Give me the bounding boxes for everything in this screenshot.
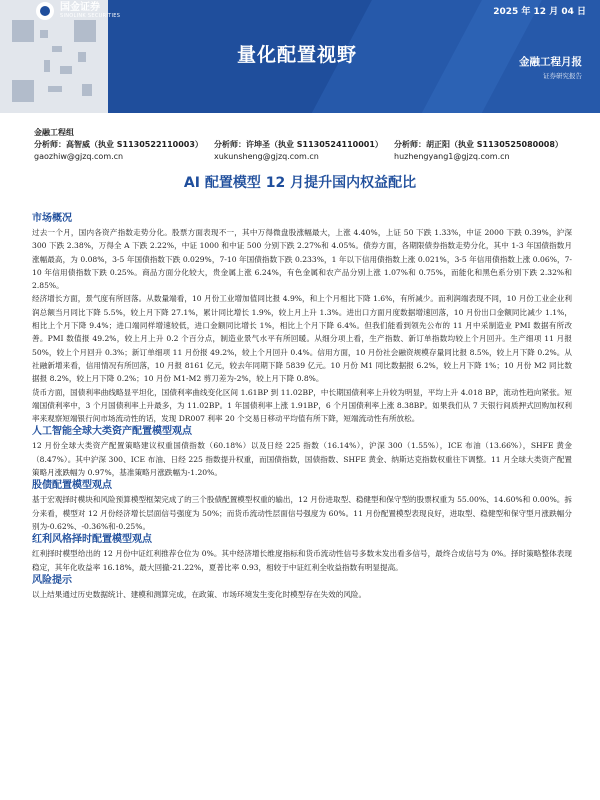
paragraph: 货币方面，国债利率曲线略显平坦化，国债利率曲线变化区间 1.61BP 到 11.02BP，中长期国债利率上升较为明显，平均上升 4.018 BP，流动性趋向紧张。短端国债利率中，3 个月国债利率上升最多，为 11.02BP。1 年国债利率上涨 1.91BP，6 个月国债利率上涨 8.38BP。如果我们从 7 天银行间质押式回购加权利率来观察短端银行间市场流动性的话，发现 DR007 利率 20 个交易日移动平均值有所下降，短端流动性有所放松。 — [32, 387, 572, 424]
report-series-title: 量化配置视野 — [237, 44, 358, 66]
analyst-entry — [34, 139, 214, 163]
analyst-entry — [394, 139, 574, 163]
analyst-name: 分析师：胡正阳（执业 S1130525080008） — [394, 140, 563, 149]
analyst-email[interactable]: xukunsheng@gjzq.com.cn — [214, 152, 319, 161]
report-body — [32, 212, 572, 601]
section-title-ai-global-allocation: 人工智能全球大类资产配置模型观点 — [32, 426, 192, 438]
analyst-email[interactable]: gaozhiw@gjzq.com.cn — [34, 152, 124, 161]
paragraph: 经济增长方面，景气度有所回落。从数量端看，10 月份工业增加值同比报 4.9%，和上个月相比下降 1.6%，有所减少。而利润端表现不同，10 月份工业企业利润总额当月同比下降 5.5%，较上月下降 27.1%，累计同比增长 1.9%，较上月上升 1.3%。进出口方面月度数据增速回落，10 月份出口金额同比减少 1.1%，相比上个月下降 9.4%；进口端同样增速较低，进口金额同比增长 1%，相比上个月下降 6.4%。但我们能看到领先公布的 11 月中采制造业 PMI 数据有所改善。PMI 数值报 49.2%，较上月上升 0.2 个百分点，制造业景气水平有所回暖。从细分项上看，生产指数、新订单指数均较上个月回升。生产细项 11 月报 50%，较上个月回升 0.3%；新订单细项 11 月份报 49.2%，较上个月回升 0.4%。信用方面，10 月份社会融资规模存量同比报 8.5%，较上月下降 0.2%。从社融新增来看，信用情况有所回落，10 月报 8161 亿元，较去年同期下降 5839 亿元。10 月份 M1 同比数据报 6.2%，较上月下降 1%；10 月份 M2 同比数据报 8.2%，较上月下降 0.2%；10 月份 M1-M2 剪刀差为-2%，较上月下降 0.8%。 — [32, 294, 572, 384]
team-name: 金融工程组 — [34, 128, 74, 137]
analyst-entry — [214, 139, 394, 163]
report-date: 2025 年 12 月 04 日 — [493, 7, 586, 17]
company-logo-icon — [36, 2, 54, 20]
section-title-market-overview: 市场概况 — [32, 213, 72, 224]
report-type: 金融工程月报 — [519, 56, 582, 68]
report-main-title: AI 配置模型 12 月提升国内权益配比 — [183, 175, 417, 191]
paragraph: 过去一个月，国内各资产指数走势分化。股票方面表现不一，其中万得微盘股涨幅最大，上涨 4.40%，上证 50 下跌 1.33%，中证 2000 下跌 0.39%，沪深 300 下跌 2.38%，万得全 A 下跌 2.22%，中证 1000 和中证 500 分别下跌 2.27%和 4.05%。债券方面，各期限债券指数走势分化，其中 1-3 年国债指数月涨幅最高，为 0.08%，3-5 年国债指数下跌 0.029%，7-10 年国债指数下跌 0.233%，1 年以下信用债指数上涨 0.021%，3-5 年信用债指数上涨 0.06%，7-10 年信用债指数下跌 0.25%。商品方面分化较大，贵金属上涨 6.24%，有色金属和农产品分别上涨 1.07%和 0.75%，而能化和黑色系分别下跌 2.32%和 2.85%。 — [32, 228, 572, 291]
company-name-cn: 国金证券 — [60, 2, 100, 13]
section-title-dividend-timing: 红利风格择时配置模型观点 — [32, 534, 152, 546]
section-title-risk-warning: 风险提示 — [32, 574, 72, 586]
analyst-block — [34, 127, 574, 163]
company-logo — [36, 2, 120, 20]
paragraph: 以上结果通过历史数据统计、建模和测算完成，在政策、市场环境发生变化时模型存在失效的风险。 — [32, 589, 367, 599]
paragraph: 红利择时模型给出的 12 月份中证红利推荐仓位为 0%。其中经济增长维度指标和货币流动性信号多数未发出看多信号，最终合成信号为 0%。择时策略整体表现稳定，其年化收益率 16.18%，最大回撤-21.22%，夏普比率 0.93，相较于中证红利全收益指数有明显提高。 — [32, 549, 572, 572]
analyst-name: 分析师：高智威（执业 S1130522110003） — [34, 140, 203, 149]
report-sub-type: 证券研究报告 — [543, 72, 582, 80]
report-header — [0, 0, 600, 113]
paragraph: 基于宏观择时模块和风险预算模型框架完成了的三个股债配置模型权重的输出，12 月份进取型、稳健型和保守型的股票权重为 55.00%、14.60%和 0.00%。拆分来看，模型对 12 月份经济增长层面信号强度为 50%；而货币流动性层面信号强度为 60%。11 月份配置模型表现良好，进取型、稳健型和保守型月涨跌幅分别为-0.62%、-0.36%和-0.25%。 — [32, 495, 572, 531]
analyst-email[interactable]: huzhengyang1@gjzq.com.cn — [394, 152, 510, 161]
paragraph: 12 月份全球大类资产配置策略建议权重国债指数（60.18%）以及日经 225 指数（16.14%），沪深 300（1.55%），ICE 布油（13.66%），SHFE 黄金（8.47%）。其中沪深 300、ICE 布油、日经 225 指数提升权重，而国债指数，国债指数、SHFE 黄金、纳斯达克指数权重往下调整。11 月全球大类资产配置策略月涨跌幅为 0.97%，基准策略月涨跌幅为-1.20%。 — [32, 441, 572, 478]
company-name-en: SINOLINK SECURITIES — [60, 13, 121, 19]
analyst-list — [34, 139, 574, 163]
section-title-stock-bond-allocation: 股债配置模型观点 — [32, 480, 112, 492]
analyst-name: 分析师：许坤圣（执业 S1130524110001） — [214, 140, 383, 149]
